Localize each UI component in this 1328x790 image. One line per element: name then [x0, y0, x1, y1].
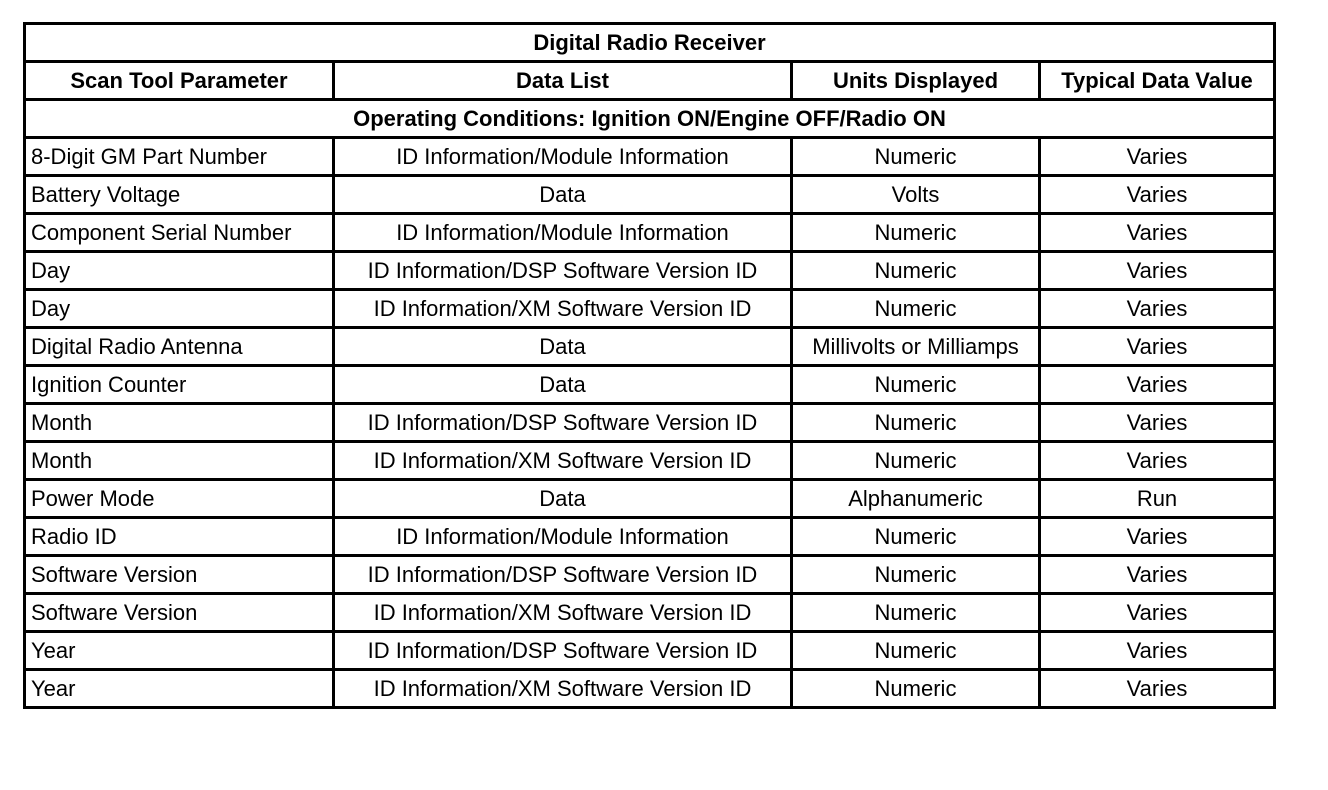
table-row [25, 138, 1275, 176]
cell-units-displayed: Volts [792, 176, 1040, 214]
cell-scan-tool-parameter: Year [25, 670, 334, 708]
cell-units-displayed: Numeric [792, 632, 1040, 670]
cell-scan-tool-parameter: 8-Digit GM Part Number [25, 138, 334, 176]
cell-data-list: ID Information/DSP Software Version ID [334, 556, 792, 594]
table-row [25, 290, 1275, 328]
cell-units-displayed: Numeric [792, 442, 1040, 480]
cell-units-displayed: Numeric [792, 594, 1040, 632]
cell-scan-tool-parameter: Year [25, 632, 334, 670]
cell-typical-data-value: Varies [1040, 442, 1275, 480]
table-row [25, 670, 1275, 708]
table-row [25, 176, 1275, 214]
cell-scan-tool-parameter: Month [25, 442, 334, 480]
cell-data-list: ID Information/DSP Software Version ID [334, 404, 792, 442]
cell-units-displayed: Millivolts or Milliamps [792, 328, 1040, 366]
table-row [25, 594, 1275, 632]
table-row [25, 442, 1275, 480]
cell-data-list: Data [334, 366, 792, 404]
cell-scan-tool-parameter: Battery Voltage [25, 176, 334, 214]
cell-units-displayed: Numeric [792, 138, 1040, 176]
table-row [25, 328, 1275, 366]
table-row [25, 252, 1275, 290]
cell-data-list: ID Information/XM Software Version ID [334, 442, 792, 480]
table-row [25, 556, 1275, 594]
cell-units-displayed: Numeric [792, 404, 1040, 442]
cell-data-list: ID Information/XM Software Version ID [334, 670, 792, 708]
cell-typical-data-value: Varies [1040, 594, 1275, 632]
cell-data-list: ID Information/XM Software Version ID [334, 290, 792, 328]
cell-scan-tool-parameter: Day [25, 290, 334, 328]
operating-conditions: Operating Conditions: Ignition ON/Engine OFF/Radio ON [25, 100, 1275, 138]
cell-typical-data-value: Varies [1040, 214, 1275, 252]
table-body [25, 138, 1275, 708]
table-row [25, 518, 1275, 556]
cell-data-list: ID Information/DSP Software Version ID [334, 252, 792, 290]
cell-scan-tool-parameter: Month [25, 404, 334, 442]
table-row [25, 632, 1275, 670]
cell-data-list: Data [334, 480, 792, 518]
cell-units-displayed: Alphanumeric [792, 480, 1040, 518]
header-scan-tool-parameter: Scan Tool Parameter [25, 62, 334, 100]
cell-units-displayed: Numeric [792, 214, 1040, 252]
cell-units-displayed: Numeric [792, 290, 1040, 328]
cell-units-displayed: Numeric [792, 518, 1040, 556]
cell-data-list: Data [334, 176, 792, 214]
table-title: Digital Radio Receiver [25, 24, 1275, 62]
header-typical-data-value: Typical Data Value [1040, 62, 1275, 100]
cell-scan-tool-parameter: Software Version [25, 594, 334, 632]
cell-data-list: ID Information/DSP Software Version ID [334, 632, 792, 670]
cell-typical-data-value: Varies [1040, 366, 1275, 404]
cell-typical-data-value: Run [1040, 480, 1275, 518]
cell-typical-data-value: Varies [1040, 404, 1275, 442]
data-table [23, 22, 1276, 709]
cell-typical-data-value: Varies [1040, 328, 1275, 366]
cell-scan-tool-parameter: Radio ID [25, 518, 334, 556]
cell-typical-data-value: Varies [1040, 518, 1275, 556]
cell-units-displayed: Numeric [792, 252, 1040, 290]
cell-units-displayed: Numeric [792, 366, 1040, 404]
table-title-row [25, 24, 1275, 62]
cell-typical-data-value: Varies [1040, 176, 1275, 214]
cell-scan-tool-parameter: Component Serial Number [25, 214, 334, 252]
cell-typical-data-value: Varies [1040, 138, 1275, 176]
cell-typical-data-value: Varies [1040, 670, 1275, 708]
cell-data-list: Data [334, 328, 792, 366]
cell-data-list: ID Information/Module Information [334, 214, 792, 252]
table-row [25, 480, 1275, 518]
header-units-displayed: Units Displayed [792, 62, 1040, 100]
cell-typical-data-value: Varies [1040, 290, 1275, 328]
table-header-row [25, 62, 1275, 100]
cell-typical-data-value: Varies [1040, 632, 1275, 670]
table-row [25, 366, 1275, 404]
header-data-list: Data List [334, 62, 792, 100]
table-row [25, 404, 1275, 442]
cell-typical-data-value: Varies [1040, 556, 1275, 594]
cell-units-displayed: Numeric [792, 670, 1040, 708]
cell-scan-tool-parameter: Day [25, 252, 334, 290]
cell-scan-tool-parameter: Power Mode [25, 480, 334, 518]
cell-scan-tool-parameter: Ignition Counter [25, 366, 334, 404]
cell-typical-data-value: Varies [1040, 252, 1275, 290]
cell-scan-tool-parameter: Software Version [25, 556, 334, 594]
condition-row [25, 100, 1275, 138]
cell-data-list: ID Information/XM Software Version ID [334, 594, 792, 632]
cell-data-list: ID Information/Module Information [334, 138, 792, 176]
cell-data-list: ID Information/Module Information [334, 518, 792, 556]
cell-units-displayed: Numeric [792, 556, 1040, 594]
table-row [25, 214, 1275, 252]
cell-scan-tool-parameter: Digital Radio Antenna [25, 328, 334, 366]
